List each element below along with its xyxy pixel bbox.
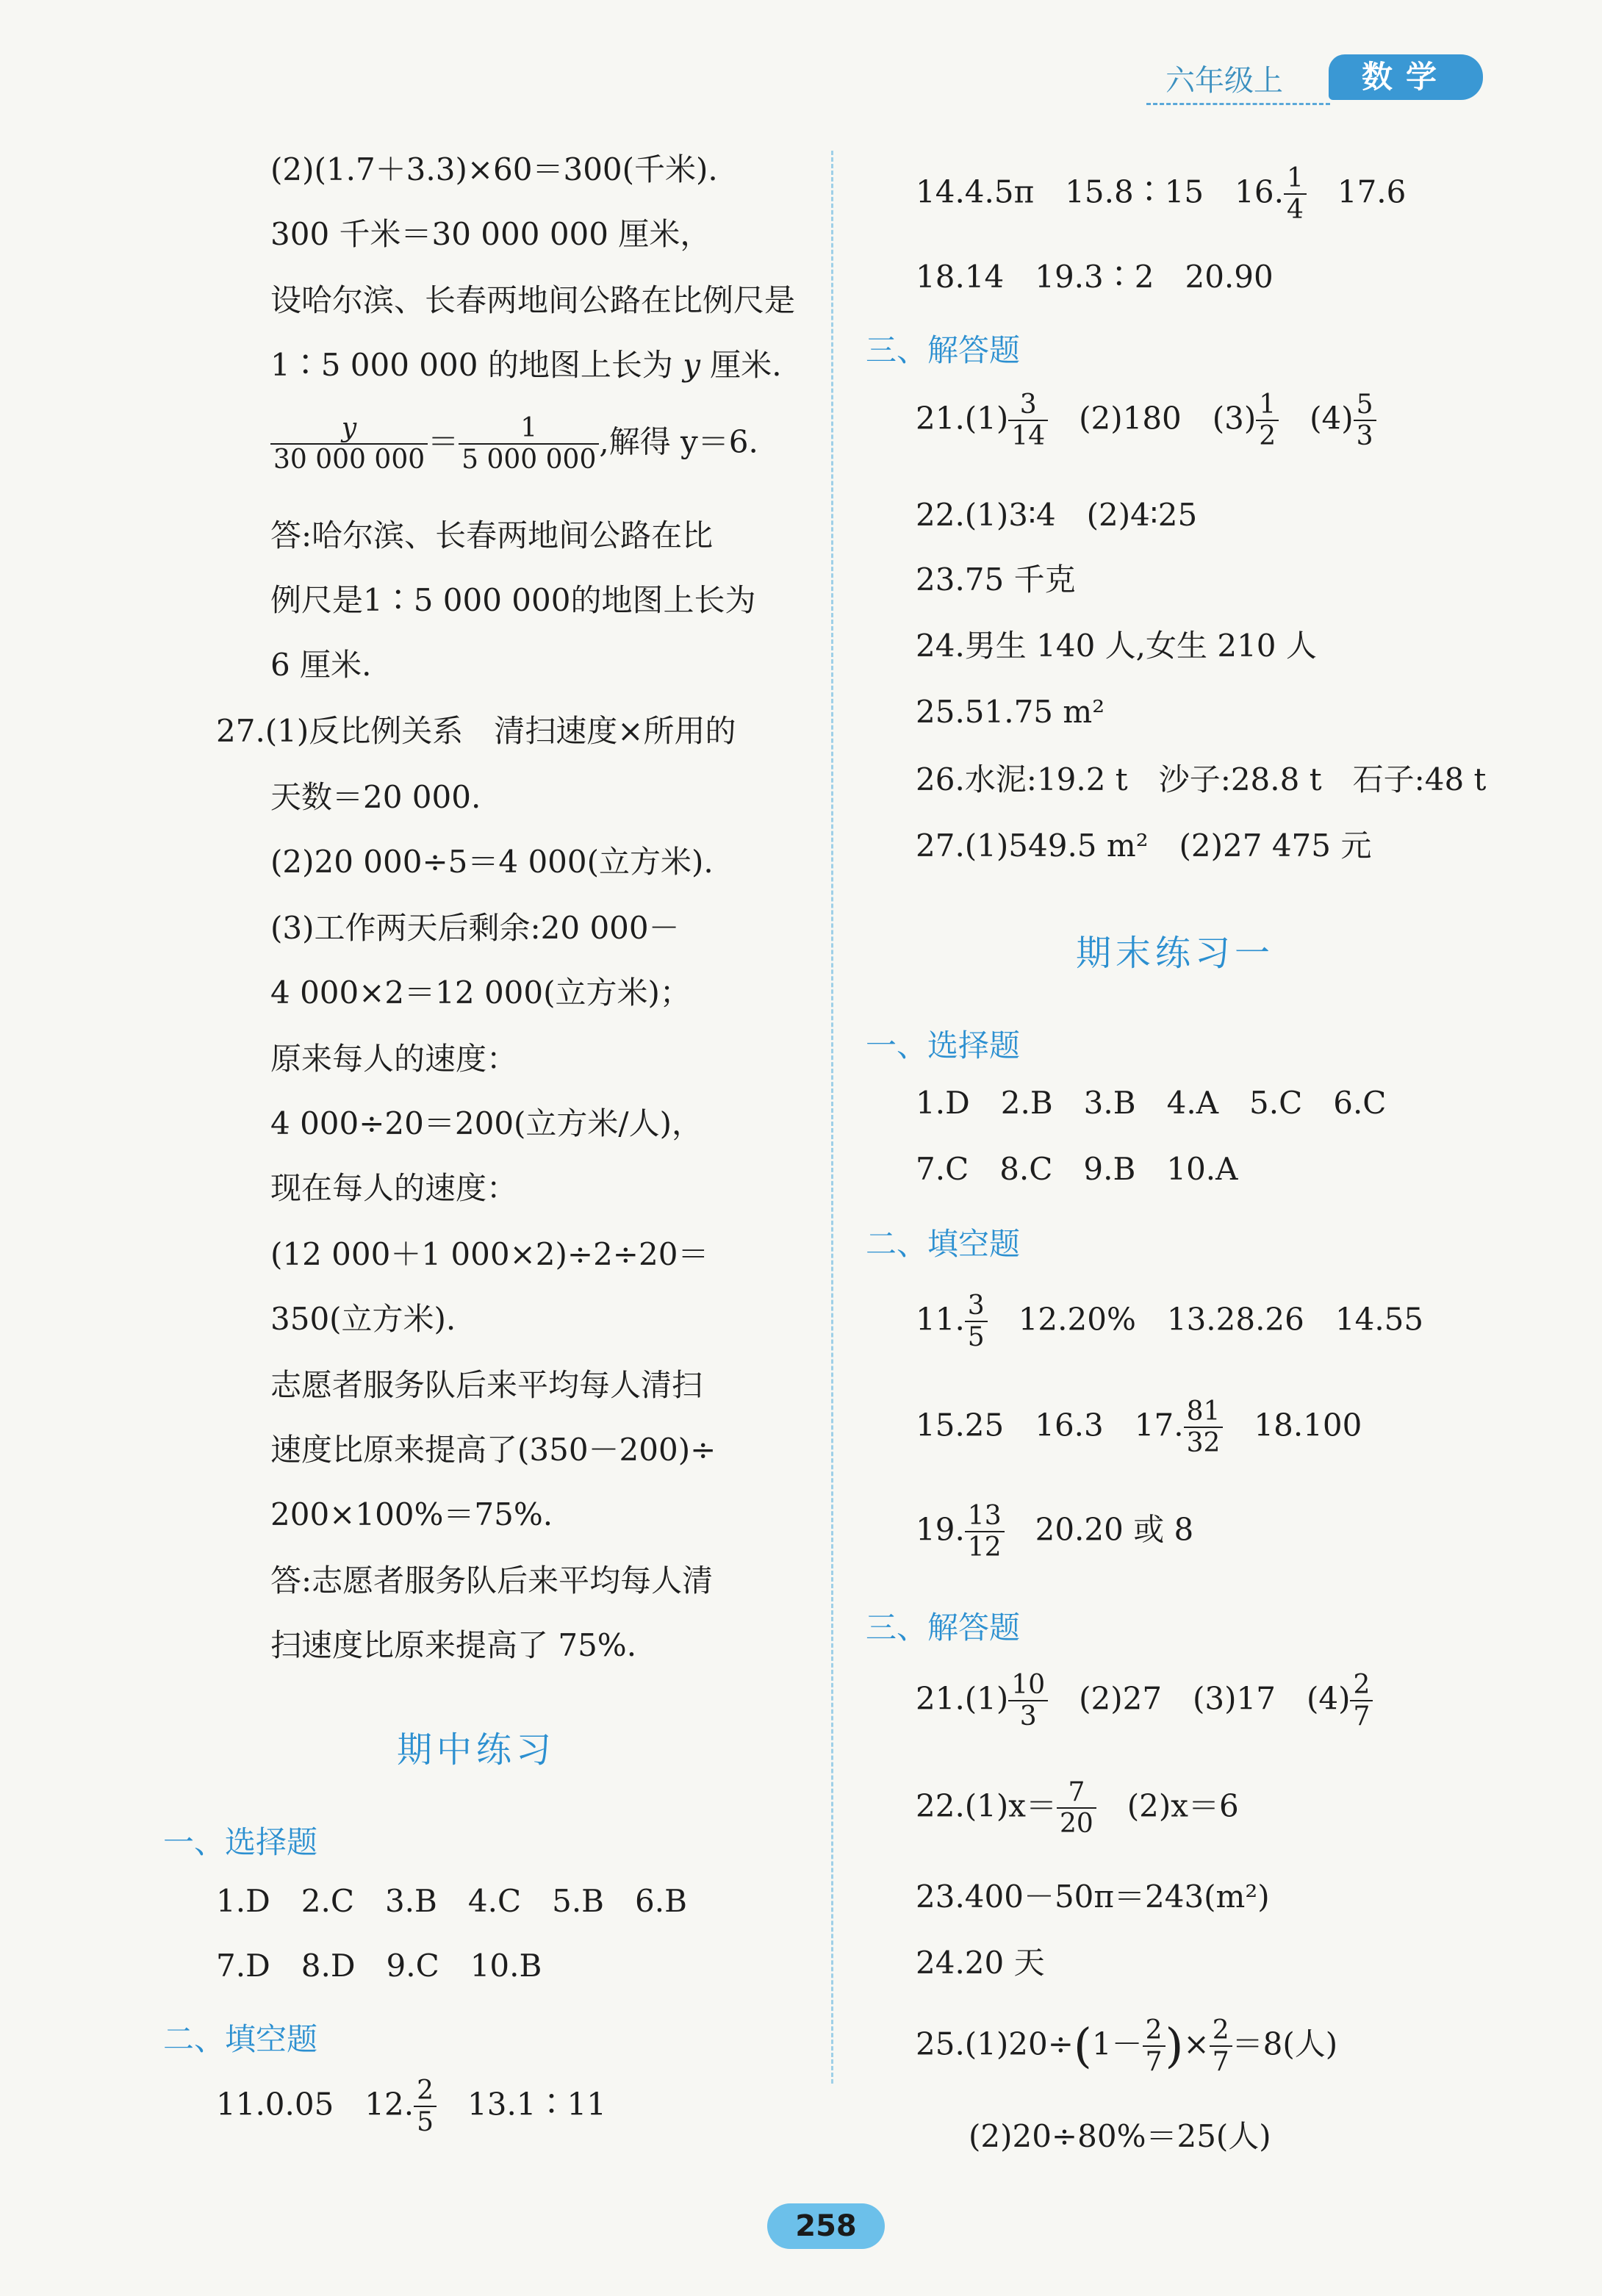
text-segment: ＝8(人)	[1232, 2026, 1338, 2062]
answer-line	[916, 1291, 1423, 1353]
section-heading: 一、选择题	[866, 1027, 1021, 1063]
text-line: 4 000×2＝12 000(立方米)；	[270, 975, 691, 1011]
text-line: 22.(1)3∶4 (2)4∶25	[916, 497, 1198, 533]
text-line: 7.C 8.C 9.B 10.A	[916, 1151, 1238, 1187]
section-heading: 三、解答题	[866, 332, 1021, 368]
midterm-title: 期中练习	[397, 1729, 556, 1771]
fraction	[1008, 390, 1048, 452]
text-segment: 20.20 或 8	[1004, 1511, 1194, 1548]
numerator: 2	[1143, 2015, 1165, 2047]
text-segment: (2)x＝6	[1096, 1787, 1239, 1824]
text-line: 志愿者服务队后来平均每人清扫	[270, 1367, 703, 1403]
text-segment: 21.(1)	[916, 400, 1009, 437]
denominator: 7	[1145, 2047, 1163, 2078]
text-line: (2)20÷80%＝25(人)	[969, 2118, 1271, 2154]
text-line: 7.D 8.D 9.C 10.B	[216, 1948, 542, 1984]
text-segment: 21.(1)	[916, 1680, 1009, 1717]
denominator: 3	[1019, 1701, 1037, 1732]
text-line: 27.(1)549.5 m² (2)27 475 元	[916, 828, 1372, 864]
denominator: 7	[1353, 1701, 1371, 1732]
text-line	[270, 347, 782, 383]
text-line: 现在每人的速度：	[270, 1170, 518, 1206]
numerator: 1	[1256, 390, 1279, 421]
column-divider	[831, 151, 833, 2084]
fraction	[1057, 1777, 1096, 1840]
text-segment: 15.25 16.3 17.	[916, 1407, 1184, 1443]
times-sign: ×	[1183, 2026, 1210, 2062]
left-paren: (	[1073, 2019, 1092, 2074]
text-line: 26.水泥:19.2 t 沙子:28.8 t 石子:48 t	[916, 761, 1487, 797]
denominator: 5	[967, 1322, 985, 1353]
text-line: 350(立方米).	[270, 1301, 456, 1337]
numerator: 2	[414, 2076, 437, 2107]
denominator: 32	[1186, 1428, 1221, 1459]
numerator: 3	[965, 1291, 988, 1322]
text-line: 1.D 2.B 3.B 4.A 5.C 6.C	[916, 1085, 1387, 1121]
answer-line	[916, 163, 1406, 226]
text-segment: ,解得 y＝6.	[599, 423, 758, 460]
denominator: 5 000 000	[461, 445, 597, 476]
proportion-equation	[270, 413, 758, 476]
section-heading: 三、解答题	[866, 1610, 1021, 1646]
numerator: 7	[1057, 1777, 1096, 1809]
text-line: 答:哈尔滨、长春两地间公路在比	[270, 517, 714, 553]
denominator: 20	[1059, 1809, 1093, 1840]
text-line: 24.男生 140 人,女生 210 人	[916, 628, 1317, 664]
fraction	[1354, 390, 1376, 452]
fraction	[414, 2076, 437, 2138]
numerator: 81	[1184, 1396, 1224, 1428]
fraction	[1284, 163, 1307, 226]
fraction	[1184, 1396, 1224, 1459]
text-line: 例尺是1∶5 000 000的地图上长为	[270, 582, 756, 618]
answer-line	[916, 1396, 1362, 1459]
numerator: y	[270, 413, 428, 445]
numerator: 2	[1210, 2015, 1232, 2047]
denominator: 7	[1212, 2047, 1229, 2078]
numerator: 1	[1284, 163, 1307, 195]
fraction	[1008, 1670, 1048, 1732]
text-segment: 1∶5 000 000 的地图上长为	[270, 347, 683, 383]
fraction	[459, 413, 599, 476]
text-line: 24.20 天	[916, 1945, 1045, 1981]
text-segment: 1－	[1091, 2026, 1143, 2062]
text-line: 23.400－50π＝243(m²)	[916, 1879, 1270, 1915]
fraction	[1256, 390, 1279, 452]
text-segment: 19.	[916, 1511, 965, 1548]
text-segment: (2)180 (3)	[1048, 400, 1257, 437]
header-grade: 六年级上	[1165, 64, 1283, 98]
text-line: 原来每人的速度：	[270, 1041, 518, 1077]
numerator: 1	[459, 413, 599, 445]
text-segment: 22.(1)x＝	[916, 1787, 1057, 1824]
text-segment: (4)	[1279, 400, 1354, 437]
text-line: 200×100%＝75%.	[270, 1496, 553, 1532]
text-line: 23.75 千克	[916, 562, 1076, 598]
equals-sign: ＝	[428, 423, 459, 460]
fraction	[965, 1291, 988, 1353]
text-line: (3)工作两天后剩余:20 000－	[270, 910, 680, 946]
section-heading: 二、填空题	[163, 2021, 318, 2057]
text-line: 速度比原来提高了(350－200)÷	[270, 1432, 716, 1468]
denominator: 30 000 000	[273, 445, 425, 476]
denominator: 14	[1011, 421, 1046, 452]
text-line: 天数＝20 000.	[270, 779, 481, 815]
text-line: 设哈尔滨、长春两地间公路在比例尺是	[270, 282, 796, 318]
text-line: 答:志愿者服务队后来平均每人清	[270, 1563, 714, 1599]
fraction	[965, 1501, 1005, 1563]
fraction	[1143, 2015, 1165, 2078]
answer-line	[916, 1670, 1373, 1732]
text-line: 4 000÷20＝200(立方米/人)，	[270, 1105, 703, 1141]
text-segment: 13.1∶11	[437, 2086, 606, 2123]
variable-y: y	[683, 347, 700, 383]
denominator: 5	[417, 2107, 434, 2138]
text-line: 25.51.75 m²	[916, 694, 1105, 730]
section-heading: 一、选择题	[163, 1824, 318, 1860]
numerator: 3	[1008, 390, 1048, 421]
fraction	[1350, 1670, 1373, 1732]
text-segment: 11.	[916, 1301, 965, 1338]
numerator: 10	[1008, 1670, 1048, 1701]
text-segment: (2)27 (3)17 (4)	[1048, 1680, 1351, 1717]
fraction	[1210, 2015, 1232, 2078]
text-line: (2)20 000÷5＝4 000(立方米).	[270, 844, 714, 880]
text-line: 6 厘米.	[270, 647, 372, 683]
text-segment: 11.0.05 12.	[216, 2086, 414, 2123]
text-line: 1.D 2.C 3.B 4.C 5.B 6.B	[216, 1883, 687, 1919]
text-line: (2)(1.7＋3.3)×60＝300(千米).	[270, 151, 718, 187]
section-heading: 二、填空题	[866, 1226, 1021, 1262]
header-decoration-line	[1146, 103, 1330, 105]
text-line: 扫速度比原来提高了 75%.	[270, 1627, 637, 1663]
text-segment: 12.20% 13.28.26 14.55	[987, 1301, 1424, 1338]
page-number: 258	[767, 2203, 885, 2249]
text-line: (12 000＋1 000×2)÷2÷20＝	[270, 1236, 709, 1272]
text-line: 18.14 19.3∶2 20.90	[916, 259, 1274, 295]
answer-line	[916, 2015, 1337, 2078]
final-exam-title: 期末练习一	[1076, 933, 1275, 974]
text-segment: 14.4.5π 15.8∶15 16.	[916, 173, 1284, 210]
answer-line	[916, 1501, 1193, 1563]
numerator: 5	[1354, 390, 1376, 421]
text-segment: 17.6	[1306, 173, 1407, 210]
numerator: 13	[965, 1501, 1005, 1532]
numerator: 2	[1350, 1670, 1373, 1701]
answer-line	[916, 1777, 1239, 1840]
denominator: 3	[1356, 421, 1373, 452]
text-line: 300 千米＝30 000 000 厘米，	[270, 216, 711, 252]
text-line: 27.(1)反比例关系 清扫速度×所用的	[216, 713, 736, 749]
text-segment: 18.100	[1223, 1407, 1362, 1443]
header-subject-badge: 数学	[1329, 54, 1483, 100]
denominator: 12	[967, 1532, 1002, 1563]
denominator: 2	[1259, 421, 1276, 452]
denominator: 4	[1286, 195, 1304, 226]
fraction	[270, 413, 428, 476]
text-segment: 厘米.	[700, 347, 782, 383]
text-segment: 25.(1)20÷	[916, 2026, 1074, 2062]
answer-line	[916, 390, 1376, 452]
right-paren: )	[1165, 2019, 1184, 2074]
answer-line	[216, 2076, 606, 2138]
